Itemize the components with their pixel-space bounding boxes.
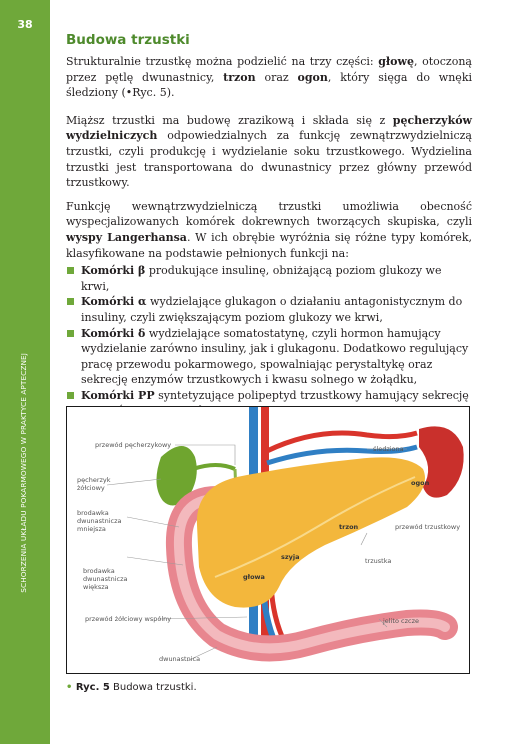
label-spleen: śledziona xyxy=(373,445,404,453)
label-common-bile-duct: przewód żółciowy wspólny xyxy=(85,615,172,623)
svg-text:mniejsza: mniejsza xyxy=(77,525,106,533)
list-item: Komórki δ wydzielające somatostatynę, czyli hormon hamujący wydzielanie zarówno insuliny, jak i glukagonu. Dodatkowo regulujący pracę przewodu pokarmowego, spowalniając perystaltykę oraz sekrecję enzymów trzustkowych i kwasu solnego w żołądku, xyxy=(66,326,472,388)
label-head: głowa xyxy=(243,573,265,581)
pancreas-illustration xyxy=(67,407,469,673)
label-body: trzon xyxy=(339,523,359,531)
label-neck: szyja xyxy=(281,553,300,561)
label-gallbladder: pęcherzyk xyxy=(77,476,111,484)
page-number: 38 xyxy=(17,18,33,31)
label-major-papilla: brodawka xyxy=(83,567,115,575)
list-item: Komórki β produkujące insulinę, obniżającą poziom glukozy we krwi, xyxy=(66,263,472,294)
bullet-square-icon xyxy=(67,267,74,274)
label-duodenum: dwunastnica xyxy=(159,655,201,663)
section-title: Budowa trzustki xyxy=(66,32,190,48)
sidebar-strip xyxy=(0,0,50,744)
figure-reference-link[interactable]: •Ryc. 5 xyxy=(125,86,167,100)
paragraph-3: Funkcję wewnątrzwydzielniczą trzustki umożliwia obecność wyspecjalizowanych komórek dokrewnych tworzących skupiska, czyli wyspy Langerhansa. W ich obrębie wyróżnia się różne typy komórek, klasyfikowane na podstawie pełnionych funkcji na: xyxy=(66,199,472,260)
label-gallbladder-duct: przewód pęcherzykowy xyxy=(95,441,172,449)
svg-text:żółciowy: żółciowy xyxy=(77,484,105,492)
bullet-square-icon xyxy=(67,392,74,399)
cell-type-list xyxy=(66,263,472,419)
paragraph-2: Miąższ trzustki ma budowę zrazikową i składa się z pęcherzyków wydzielniczych odpowiedzialnych za funkcję zewnątrzwydzielniczą trzustki, czyli produkcję i wydzielanie soku trzustkowego. Wydzielina trzustki jest transportowana do dwunastnicy przez główny przewód trzustkowy. xyxy=(66,113,472,190)
bullet-square-icon xyxy=(67,330,74,337)
paragraph-1: Strukturalnie trzustkę można podzielić na trzy części: głowę, otoczoną przez pętlę dwunastnicy, trzon oraz ogon, który sięga do wnęki śledziony (•Ryc. 5). xyxy=(66,55,473,100)
bullet-square-icon xyxy=(67,298,74,305)
running-header-vertical: SCHORZENIA UKŁADU POKARMOWEGO W PRAKTYCE APTECZNEJ xyxy=(19,353,28,593)
svg-text:większa: większa xyxy=(83,583,109,591)
caption-bullet-icon: • xyxy=(66,682,76,693)
label-jejunum: jelito czcze xyxy=(383,617,419,625)
label-minor-papilla: brodawka xyxy=(77,509,109,517)
svg-text:dwunastnicza: dwunastnicza xyxy=(83,575,128,583)
figure-caption: • Ryc. 5 Budowa trzustki. xyxy=(66,682,197,693)
svg-text:dwunastnicza: dwunastnicza xyxy=(77,517,122,525)
label-tail: ogon xyxy=(411,479,430,487)
label-pancreatic-duct: przewód trzustkowy xyxy=(395,523,461,531)
pancreas-figure xyxy=(66,406,470,674)
list-item: Komórki α wydzielające glukagon o działaniu antagonistycznym do insuliny, czyli zwiększającym poziom glukozy we krwi, xyxy=(66,294,472,325)
list-item: Komórki PP syntetyzujące polipeptyd trzustkowy hamujący sekrecję xyxy=(66,388,472,419)
pancreas-shape xyxy=(197,457,425,607)
label-pancreas: trzustka xyxy=(365,557,392,565)
main-content xyxy=(66,32,472,419)
